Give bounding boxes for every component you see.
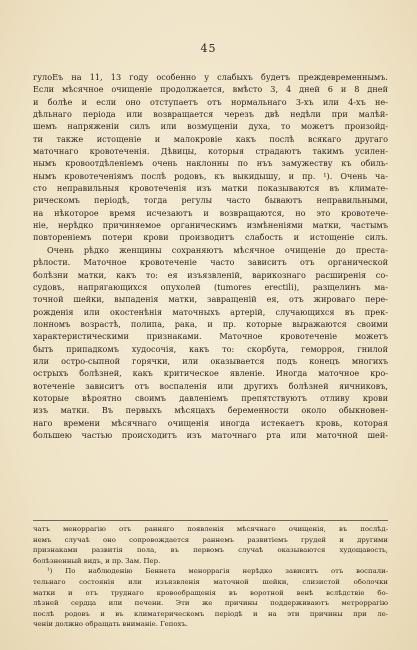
text-line: гулоЕъ на 11, 13 году особенно у слабыхъ будетъ преждевременнымъ.	[33, 72, 388, 82]
footnotes	[33, 524, 388, 630]
text-line: острыхъ болѣзней, какъ критическое явленіе. Иногда маточное кро-	[33, 368, 388, 379]
text-line: повтореніемъ потери крови производитъ слабость и истощеніе силъ.	[33, 232, 388, 243]
footnote-line: матки и отъ труднаго кровообращенія въ воротной венѣ вслѣдствіе бо-	[33, 588, 388, 597]
text-line: рожденія или окостенѣнія маточныхъ артерій, случающихся въ прек-	[33, 306, 388, 317]
text-line: Очень рѣдко женщины сохраняютъ мѣсячное очищеніе до преста-	[47, 244, 388, 255]
text-line: или остро-сыпной горячки, или оказывается подъ конецъ многихъ	[33, 355, 388, 366]
text-line: дѣльнаго періода или возвращается черезъ двѣ недѣли при малѣй-	[33, 109, 388, 120]
text-line: вотеченіе зависитъ отъ воспаленія или другихъ болѣзней яичниковъ,	[33, 380, 388, 391]
text-line: рическомъ періодѣ, тогда регулы часто бываютъ неправильными,	[33, 195, 388, 206]
page-number: 45	[200, 42, 217, 55]
footnote-line: чатъ меноррагію отъ ранняго появленія мѣсячнаго очищенія, въ послѣд-	[33, 525, 388, 533]
footnote-line: немъ случаѣ оно сопровождается раннемъ развитіемъ грудей и другими	[33, 535, 388, 544]
text-line: болѣзни матки, какъ то: ея изъязвленій, варикознаго расширенія со-	[33, 269, 388, 280]
text-line: нымъ кровоотдѣленіемъ очень наклонны по нъъ замужеству къ обиль-	[33, 158, 388, 169]
main-text	[33, 71, 388, 441]
text-line: Если мѣсячное очищеніе продолжается, вмѣсто 3, 4 дней 6 и 8 дней	[33, 84, 388, 95]
text-line: ти также истощеніе и малокровіе какъ послѣ всякаго другаго	[33, 133, 388, 144]
text-line: характеристическими признаками. Маточное кровотеченіе можетъ	[33, 331, 388, 342]
footnote-line: послѣ родовъ и въ климатерическомъ періодѣ и на эти причины при ле-	[33, 609, 388, 618]
text-line: рѣлости. Маточное кровотеченіе часто зависитъ отъ органической	[33, 257, 388, 268]
text-line: которые вѣроятно своимъ давленіемъ препятствуютъ отливу крови	[33, 392, 388, 403]
footnote-line: ¹) По наблюденію Беннета меноррагія нерѣдко зависитъ отъ воспали-	[47, 567, 388, 576]
text-line: быть припадкомъ худосочія, какъ то: скорбута, геморроя, гнилой	[33, 343, 388, 354]
text-line: лонномъ возрастѣ, полипа, рака, и пр. которые выражаются своими	[33, 318, 388, 329]
text-line: сто неправильныя кровотеченія изъ матки показываются въ климате-	[33, 183, 388, 194]
footnote-line: ченіи должно обращать вниманіе. Гепохъ.	[33, 620, 188, 629]
text-line: изъ матки. Въ первыхъ мѣсяцахъ беременности около обыкновен-	[33, 405, 388, 416]
footnote-line: тельнаго состоянія или изъязвленія маточной шейки, слизистой оболочки	[33, 577, 388, 586]
text-line: нымъ кровотеченіямъ послѣ родовъ, къ выкидышу, и пр. ¹). Очень ча-	[33, 170, 388, 181]
text-line: шемъ напряженіи силъ или возмущеніи духа, то можетъ произойд-	[33, 121, 388, 132]
text-line: маточнаго кровотеченія. Дѣвицы, которыя страдаютъ такимъ усилен-	[33, 146, 388, 157]
text-line: точной шейки, выпаденія матки, завращеній ея, отъ жироваго пере-	[33, 294, 388, 305]
footnote-line: признаками развитія пола, въ первомъ случаѣ оказываются худощавость,	[33, 546, 388, 555]
text-line: и болѣе и если оно отступаетъ отъ нормальнаго 3-хъ или 4-хъ не-	[33, 96, 388, 107]
footnote-line: лѣзней сердца или печени. Эти же причины поддерживаютъ метроррагію	[33, 599, 388, 608]
text-line: большею частью происходитъ изъ маточнаго рта или маточной шей-	[33, 429, 388, 440]
text-line: наго времени мѣсячнаго очищенія иногда истекаетъ кровь, которая	[33, 417, 388, 428]
text-line: судовъ, напрягающихся опухолей (tumores erectili), разщелинъ ма-	[33, 281, 388, 292]
text-line: на нѣкоторое время исчезаютъ и возвращаются, но это кровотече-	[33, 207, 388, 218]
footnote-line: болѣзненный видъ, и пр. Зам. Пер.	[33, 556, 161, 565]
text-line: ніе, нерѣдко причиняемое органическимъ измѣненіями матки, частымъ	[33, 220, 388, 231]
footnote-separator	[33, 520, 388, 521]
